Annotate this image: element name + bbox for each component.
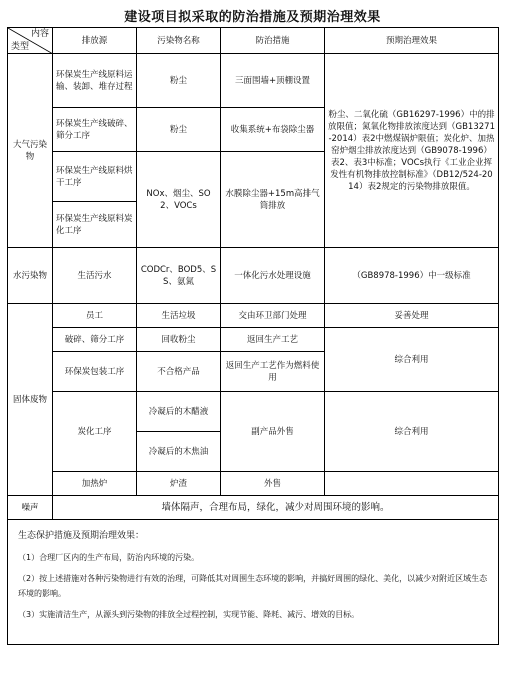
corner-header-cell bbox=[8, 28, 53, 54]
solid-measure-4: 副产品外售 bbox=[221, 392, 325, 472]
solid-source-2: 破碎、筛分工序 bbox=[53, 328, 137, 352]
solid-measure-5: 外售 bbox=[221, 472, 325, 496]
eco-item-2: （2）按上述措施对各种污染物进行有效的治理，可降低其对周围生态环境的影响，并搞好周围的绿化、美化，以减少对附近区域生态环境的影响。 bbox=[18, 574, 488, 598]
solid-row-4a bbox=[8, 392, 499, 432]
eco-row bbox=[8, 520, 499, 645]
solid-row-1 bbox=[8, 304, 499, 328]
solid-effect-2-3: 综合利用 bbox=[325, 328, 499, 392]
eco-item-3: （3）实施清洁生产，从源头到污染物的排放全过程控制，实现节能、降耗、减污、增效的目标。 bbox=[18, 610, 360, 619]
eco-section bbox=[8, 520, 499, 645]
air-measure-1: 三面围墙+顶棚设置 bbox=[221, 54, 325, 108]
water-category-label: 水污染物 bbox=[8, 248, 53, 304]
solid-effect-5 bbox=[325, 472, 499, 496]
noise-category-label: 噪声 bbox=[8, 496, 53, 520]
solid-source-5: 加热炉 bbox=[53, 472, 137, 496]
eco-title: 生态保护措施及预期治理效果： bbox=[18, 531, 145, 541]
water-effect: （GB8978-1996）中一级标准 bbox=[325, 248, 499, 304]
corner-header-top: 内容 bbox=[30, 29, 49, 39]
solid-effect-4: 综合利用 bbox=[325, 392, 499, 472]
air-shared-pollutant: NOx、烟尘、SO2、VOCs bbox=[137, 152, 221, 248]
air-effect: 粉尘、二氧化硫（GB16297-1996）中的排放限值；氮氧化物排放浓度达到（GB13271-2014）表2中燃煤锅炉限值；炭化炉、加热窑炉烟尘排放浓度达到（GB9078-1996）表2、表3中标准；VOCs执行《工业企业挥发性有机物排放控制标准》（DB12/524-2014）表2规定的污染物排放限值。 bbox=[325, 54, 499, 248]
solid-row-5 bbox=[8, 472, 499, 496]
air-pollutant-2: 粉尘 bbox=[137, 108, 221, 152]
header-measure: 防治措施 bbox=[221, 28, 325, 54]
air-shared-measure: 水膜除尘器+15m高排气筒排放 bbox=[221, 152, 325, 248]
solid-row-2 bbox=[8, 328, 499, 352]
water-row bbox=[8, 248, 499, 304]
air-source-2: 环保炭生产线破碎、筛分工序 bbox=[53, 108, 137, 152]
air-source-4: 环保炭生产线原料炭化工序 bbox=[53, 202, 137, 248]
solid-pollutant-1: 生活垃圾 bbox=[137, 304, 221, 328]
header-source: 排放源 bbox=[53, 28, 137, 54]
solid-pollutant-4b: 冷凝后的木焦油 bbox=[137, 432, 221, 472]
solid-pollutant-4a: 冷凝后的木醋液 bbox=[137, 392, 221, 432]
solid-pollutant-2: 回收粉尘 bbox=[137, 328, 221, 352]
water-pollutant: CODCr、BOD5、SS、氨氮 bbox=[137, 248, 221, 304]
water-measure: 一体化污水处理设施 bbox=[221, 248, 325, 304]
solid-measure-2: 返回生产工艺 bbox=[221, 328, 325, 352]
eco-item-1: （1）合理厂区内的生产布局，防治内环境的污染。 bbox=[18, 553, 200, 562]
solid-source-1: 员工 bbox=[53, 304, 137, 328]
measures-table bbox=[7, 27, 499, 645]
air-pollutant-1: 粉尘 bbox=[137, 54, 221, 108]
noise-measure: 墙体隔声，合理布局，绿化，减少对周围环境的影响。 bbox=[53, 496, 499, 520]
solid-effect-1: 妥善处理 bbox=[325, 304, 499, 328]
air-measure-2: 收集系统+布袋除尘器 bbox=[221, 108, 325, 152]
header-row bbox=[8, 28, 499, 54]
header-pollutant: 污染物名称 bbox=[137, 28, 221, 54]
air-source-3: 环保炭生产线原料烘干工序 bbox=[53, 152, 137, 202]
solid-measure-3: 返回生产工艺作为燃料使用 bbox=[221, 352, 325, 392]
solid-pollutant-5: 炉渣 bbox=[137, 472, 221, 496]
water-source: 生活污水 bbox=[53, 248, 137, 304]
air-source-1: 环保炭生产线原料运输、装卸、堆存过程 bbox=[53, 54, 137, 108]
air-row-1 bbox=[8, 54, 499, 108]
solid-pollutant-3: 不合格产品 bbox=[137, 352, 221, 392]
solid-source-4: 炭化工序 bbox=[53, 392, 137, 472]
solid-source-3: 环保炭包装工序 bbox=[53, 352, 137, 392]
document-title: 建设项目拟采取的防治措施及预期治理效果 bbox=[124, 10, 381, 25]
corner-header-bottom: 类型 bbox=[11, 42, 30, 52]
solid-category-label: 固体废物 bbox=[8, 304, 53, 496]
air-category-label: 大气污染物 bbox=[8, 54, 53, 248]
solid-measure-1: 交由环卫部门处理 bbox=[221, 304, 325, 328]
noise-row bbox=[8, 496, 499, 520]
header-effect: 预期治理效果 bbox=[325, 28, 499, 54]
